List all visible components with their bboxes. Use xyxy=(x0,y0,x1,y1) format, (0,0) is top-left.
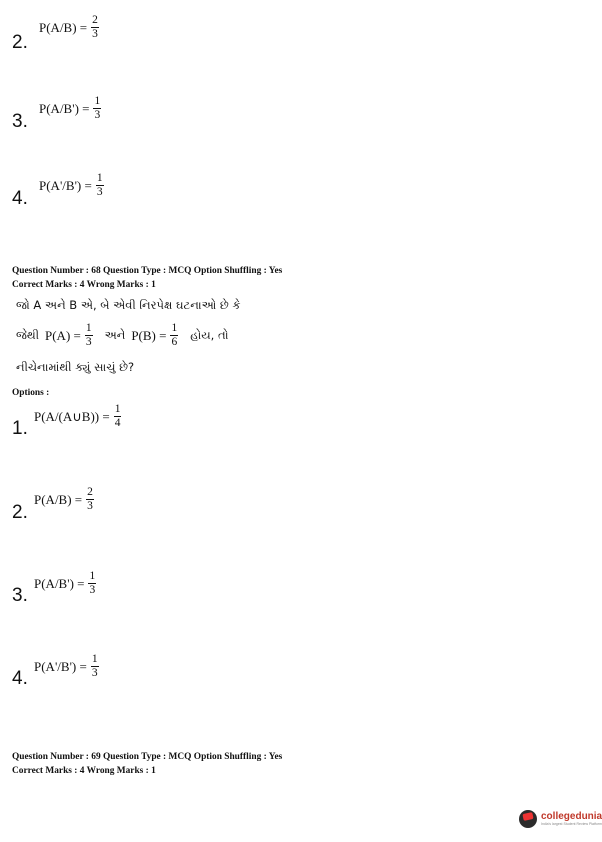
pb-expression: P(B) = $\frac{1}{6}$ xyxy=(131,322,178,348)
prev-option-3[interactable] xyxy=(12,95,212,135)
logo-icon xyxy=(519,810,537,828)
fraction: $\frac{1}{3}$ xyxy=(91,653,98,679)
option-number: 4. xyxy=(12,668,28,689)
option-number: 1. xyxy=(12,418,28,439)
option-expression: P(A'/B') = $\frac{1}{3}$ xyxy=(39,172,103,198)
option-expression: P(A'/B') = $\frac{1}{3}$ xyxy=(34,653,98,679)
option-number: 4. xyxy=(12,188,28,209)
q68-option-2[interactable] xyxy=(12,486,212,526)
option-number: 2. xyxy=(12,32,28,53)
option-number: 3. xyxy=(12,111,28,132)
q68-option-4[interactable] xyxy=(12,653,212,693)
option-number: 3. xyxy=(12,585,28,606)
option-expression: P(A/B) = $\frac{2}{3}$ xyxy=(34,486,93,512)
q69-meta-line2: Correct Marks : 4 Wrong Marks : 1 xyxy=(12,766,156,776)
option-expression: P(A/B) = $\frac{2}{3}$ xyxy=(39,14,98,40)
logo-name: collegedunia xyxy=(541,810,602,822)
option-expression: P(A/B') = $\frac{1}{3}$ xyxy=(39,95,101,121)
fraction: $\frac{1}{3}$ xyxy=(94,95,101,121)
collegedunia-logo xyxy=(519,810,602,828)
q69-meta-line1: Question Number : 69 Question Type : MCQ Option Shuffling : Yes xyxy=(12,752,283,762)
option-expression: P(A/(A∪B)) = $\frac{1}{4}$ xyxy=(34,403,121,429)
q68-text-line3: નીચેનામાંથી ક્યું સાચું છે? xyxy=(16,360,135,374)
q68-meta-line1: Question Number : 68 Question Type : MCQ Option Shuffling : Yes xyxy=(12,266,283,276)
options-label: Options : xyxy=(12,388,50,398)
fraction: $\frac{1}{3}$ xyxy=(96,172,103,198)
q68-option-3[interactable] xyxy=(12,570,212,610)
q68-meta-line2: Correct Marks : 4 Wrong Marks : 1 xyxy=(12,280,156,290)
prev-option-2[interactable] xyxy=(12,14,212,54)
option-expression: P(A/B') = $\frac{1}{3}$ xyxy=(34,570,96,596)
fraction: $\frac{1}{3}$ xyxy=(85,322,92,348)
pa-expression: P(A) = $\frac{1}{3}$ xyxy=(45,322,92,348)
fraction: $\frac{2}{3}$ xyxy=(92,14,98,40)
fraction: $\frac{2}{3}$ xyxy=(87,486,93,512)
logo-tagline: India's largest Student Review Platform xyxy=(541,821,602,826)
q68-text-line1: જો A અને B એ, બે એવી નિરપેક્ષ ઘટનાઓ છે કે xyxy=(16,298,241,312)
q68-text-line2: જેથી P(A) = $\frac{1}{3}$ અને P(B) = $\frac{1}{6}$ હોય, તો xyxy=(16,322,229,348)
option-number: 2. xyxy=(12,502,28,523)
fraction: $\frac{1}{3}$ xyxy=(89,570,96,596)
prev-option-4[interactable] xyxy=(12,172,212,212)
q68-option-1[interactable] xyxy=(12,403,232,443)
fraction: $\frac{1}{6}$ xyxy=(171,322,178,348)
fraction: $\frac{1}{4}$ xyxy=(114,403,121,429)
